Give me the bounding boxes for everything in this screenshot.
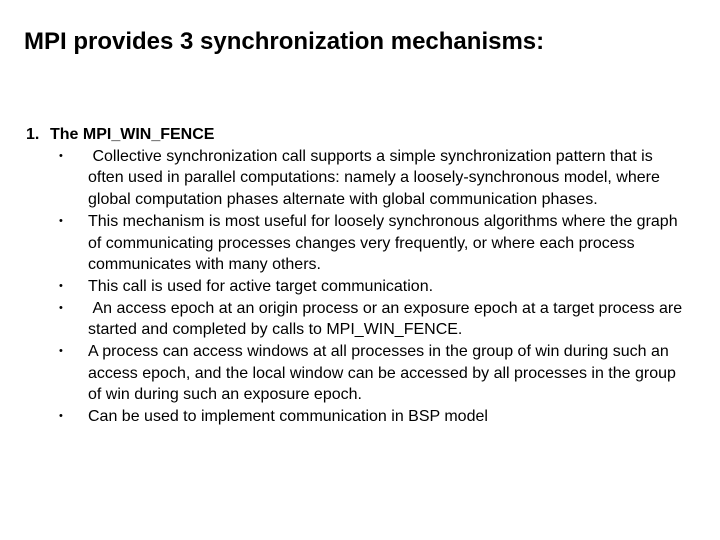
bullet-item (26, 406, 686, 428)
bullet-text: This call is used for active target communication. (88, 277, 434, 295)
bullet-item (26, 146, 686, 211)
bullet-text: A process can access windows at all processes in the group of win during such an access epoch, and the local window can be accessed by all processes in the group of win during such an exposure epoch. (88, 343, 676, 404)
bullet-text: An access epoch at an origin process or an exposure epoch at a target process are started and completed by calls to MPI_WIN_FENCE. (88, 299, 687, 339)
bullet-item (26, 276, 686, 298)
numbered-item-heading (26, 124, 686, 146)
bullet-list (26, 146, 686, 428)
bullet-item (26, 211, 686, 276)
bullet-icon: • (59, 214, 63, 227)
slide-title: MPI provides 3 synchronization mechanisms: (24, 28, 545, 55)
bullet-icon: • (59, 410, 63, 423)
bullet-item (26, 341, 686, 406)
item-heading-text: The MPI_WIN_FENCE (50, 126, 215, 143)
bullet-icon: • (59, 149, 63, 162)
bullet-text: Can be used to implement communication in BSP model (88, 408, 488, 426)
bullet-icon: • (59, 345, 63, 358)
slide-body (26, 124, 686, 428)
bullet-icon: • (59, 279, 63, 292)
bullet-icon: • (59, 301, 63, 314)
bullet-text: Collective synchronization call supports a simple synchronization pattern that is often used in parallel computations: namely a loosely-synchronous model, where global computation phases alternate with global communication phases. (88, 147, 665, 209)
bullet-text: This mechanism is most useful for loosely synchronous algorithms where the graph of communicating processes changes very frequently, or where each process communicates with many others. (88, 212, 678, 274)
bullet-item (26, 298, 686, 341)
item-number: 1. (26, 126, 40, 143)
